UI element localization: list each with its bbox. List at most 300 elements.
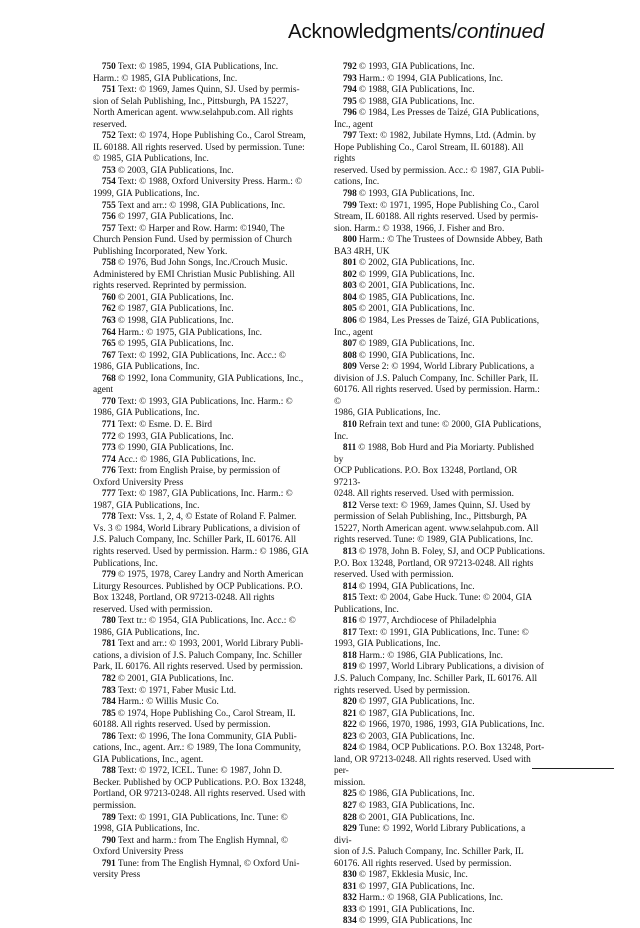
entry-text: © 2002, GIA Publications, Inc. xyxy=(358,258,475,269)
acknowledgment-entry xyxy=(93,616,319,639)
entry-text: 60176. All rights reserved. Used by permission. xyxy=(334,858,512,869)
acknowledgment-entry xyxy=(93,432,319,444)
entry-text: 1993, GIA Publications, Inc. xyxy=(334,639,441,650)
entry-number: 830 xyxy=(342,870,357,881)
entry-number: 824 xyxy=(342,743,357,754)
entry-number: 823 xyxy=(342,731,357,742)
entry-number: 832 xyxy=(342,893,357,904)
entry-number: 798 xyxy=(342,189,357,200)
entry-text: Text: Vss. 1, 2, 4, © Estate of Roland F. Palmer. xyxy=(117,512,297,523)
entry-text: © 1987, GIA Publications, Inc. xyxy=(117,304,234,315)
entry-text: land, OR 97213-0248. All rights reserved. Used with per- xyxy=(334,754,531,777)
acknowledgment-entry xyxy=(93,570,319,616)
entry-text: Liturgy Resources. Published by OCP Publications. P.O. xyxy=(93,581,303,592)
entry-first-line xyxy=(334,74,545,86)
entry-text: Text: © 1996, The Iona Community, GIA Publi- xyxy=(117,731,297,742)
entry-text: Harm.: © 1985, GIA Publications, Inc. xyxy=(93,73,238,84)
entry-line xyxy=(334,535,545,547)
entry-text: reserved. xyxy=(93,119,127,130)
entry-number: 815 xyxy=(342,593,357,604)
entry-text: © 1985, GIA Publications, Inc. xyxy=(93,154,209,165)
entry-first-line xyxy=(334,905,545,917)
entry-first-line xyxy=(334,743,545,755)
entry-first-line xyxy=(93,339,319,351)
entry-first-line xyxy=(334,420,545,432)
entry-text: versity Press xyxy=(93,870,141,881)
entry-first-line xyxy=(93,212,319,224)
entry-number: 821 xyxy=(342,708,357,719)
entry-text: © 1998, GIA Publications, Inc. xyxy=(117,316,234,327)
entry-text: Text: © 1988, Oxford University Press. Harm.: © xyxy=(117,177,303,188)
entry-text: Harm.: © 1994, GIA Publications, Inc. xyxy=(358,73,503,84)
acknowledgment-entry xyxy=(93,177,319,200)
entry-text: mission. xyxy=(334,777,366,788)
entry-number: 751 xyxy=(101,85,116,96)
acknowledgment-entry xyxy=(93,62,319,85)
entry-text: OCP Publications. P.O. Box 13248, Portland, OR 97213- xyxy=(334,466,518,488)
entry-first-line xyxy=(93,732,319,744)
entry-number: 778 xyxy=(101,512,116,523)
entry-text: Becker. Published by OCP Publications. P.O. Box 13248, xyxy=(93,777,306,788)
entry-text: Vs. 3 © 1984, World Library Publications, a division of xyxy=(93,523,301,534)
entry-text: North American agent. www.selahpub.com. All rights xyxy=(93,108,294,119)
entry-first-line xyxy=(93,432,319,444)
acknowledgment-entry xyxy=(93,304,319,316)
entry-number: 806 xyxy=(342,316,357,327)
entry-number: 784 xyxy=(101,697,116,708)
entry-first-line xyxy=(93,813,319,825)
acknowledgment-entry xyxy=(334,362,545,420)
entry-number: 796 xyxy=(342,108,357,119)
entry-line xyxy=(93,247,319,259)
acknowledgment-entry xyxy=(334,85,545,97)
entry-text: 15227, North American agent. www.selahpub.com. All xyxy=(334,523,539,534)
page-title-main: Acknowledgments/ xyxy=(288,20,457,43)
entry-line xyxy=(334,166,545,178)
entry-first-line xyxy=(93,570,319,582)
acknowledgment-entry xyxy=(93,420,319,432)
acknowledgment-entry xyxy=(334,281,545,293)
entry-text: © 1983, GIA Publications, Inc. xyxy=(358,801,475,811)
entry-first-line xyxy=(334,97,545,109)
entry-first-line xyxy=(334,813,545,825)
entry-number: 763 xyxy=(101,316,116,327)
entry-number: 802 xyxy=(342,269,357,280)
entry-text: Text: © Harper and Row. Harm: ©1940, The xyxy=(117,223,285,234)
entry-number: 822 xyxy=(342,720,357,731)
entry-text: Text and harm.: from The English Hymnal, © xyxy=(117,835,289,846)
entry-first-line xyxy=(93,443,319,455)
entry-number: 764 xyxy=(101,327,116,338)
entry-number: 768 xyxy=(101,373,116,384)
entry-first-line xyxy=(93,697,319,709)
entry-text: Acc.: © 1986, GIA Publications, Inc. xyxy=(117,454,256,465)
acknowledgment-entry xyxy=(334,189,545,201)
acknowledgment-entry xyxy=(334,547,545,582)
acknowledgment-entry xyxy=(334,662,545,697)
entry-text: © 1990, GIA Publications, Inc. xyxy=(358,350,475,361)
acknowledgment-entry xyxy=(93,316,319,328)
acknowledgment-entry xyxy=(93,328,319,340)
acknowledgment-entry xyxy=(334,743,545,789)
entry-line xyxy=(93,628,319,640)
entry-number: 774 xyxy=(101,454,116,465)
entry-first-line xyxy=(334,651,545,663)
entry-number: 785 xyxy=(101,708,116,719)
entry-text: sion. Harm.: © 1938, 1966, J. Fisher and Bro. xyxy=(334,223,505,234)
entry-text: J.S. Paluch Company, Inc. Schiller Park, IL 60176. All xyxy=(93,535,297,546)
entry-first-line xyxy=(93,201,319,213)
acknowledgment-entry xyxy=(93,293,319,305)
entry-line xyxy=(93,108,319,120)
entry-number: 818 xyxy=(342,650,357,661)
acknowledgment-entry xyxy=(93,709,319,732)
entry-line xyxy=(334,674,545,686)
entry-number: 801 xyxy=(342,258,357,269)
entry-number: 809 xyxy=(342,362,357,373)
entry-first-line xyxy=(334,882,545,894)
entry-first-line xyxy=(334,362,545,374)
entry-number: 786 xyxy=(101,731,116,742)
entry-text: Stream, IL 60188. All rights reserved. Used by permis- xyxy=(334,212,539,223)
entry-text: © 1966, 1970, 1986, 1993, GIA Publications, Inc. xyxy=(358,720,545,731)
entry-first-line xyxy=(93,62,319,74)
entry-line xyxy=(334,778,545,790)
entry-text: reserved. Used with permission. xyxy=(93,604,213,615)
entry-line xyxy=(93,847,319,859)
entry-number: 770 xyxy=(101,396,116,407)
acknowledgment-entry xyxy=(93,201,319,213)
entry-line xyxy=(93,559,319,571)
entry-number: 776 xyxy=(101,466,116,477)
entry-number: 772 xyxy=(101,431,116,442)
entry-text: Text: © Esme. D. E. Bird xyxy=(117,419,213,430)
entry-first-line xyxy=(334,789,545,801)
entry-first-line xyxy=(334,732,545,744)
entry-text: © 1993, GIA Publications, Inc. xyxy=(358,189,475,200)
entry-line xyxy=(93,362,319,374)
entry-text: © 1993, GIA Publications, Inc. xyxy=(358,62,475,72)
entry-number: 790 xyxy=(101,835,116,846)
acknowledgment-entry xyxy=(334,131,545,189)
acknowledgment-entry xyxy=(334,709,545,721)
entry-first-line xyxy=(93,85,319,97)
entry-first-line xyxy=(334,131,545,143)
entry-number: 828 xyxy=(342,812,357,823)
entry-number: 816 xyxy=(342,616,357,627)
entry-text: © 1987, GIA Publications, Inc. xyxy=(358,708,475,719)
acknowledgment-entry xyxy=(93,166,319,178)
entry-line xyxy=(93,870,319,882)
entry-text: © 1991, GIA Publications, Inc. xyxy=(358,904,475,915)
acknowledgment-entry xyxy=(334,304,545,316)
entry-text: 60176. All rights reserved. Used by permission. Harm.: © xyxy=(334,385,540,407)
acknowledgment-entry xyxy=(334,616,545,628)
entry-number: 752 xyxy=(101,131,116,142)
entry-text: Tune: © 1992, World Library Publications, a divi- xyxy=(334,824,526,846)
entry-first-line xyxy=(93,316,319,328)
entry-first-line xyxy=(93,177,319,189)
entry-first-line xyxy=(93,512,319,524)
entry-first-line xyxy=(334,62,545,74)
acknowledgment-entry xyxy=(93,674,319,686)
entry-first-line xyxy=(93,489,319,501)
entry-number: 813 xyxy=(342,546,357,557)
acknowledgment-entry xyxy=(334,628,545,651)
entry-text: permission. xyxy=(93,801,137,811)
entry-line xyxy=(93,582,319,594)
entry-text: © 1997, World Library Publications, a division of xyxy=(358,662,544,673)
entry-number: 750 xyxy=(101,62,116,72)
entry-text: Hope Publishing Co., Carol Stream, IL 60188). All rights xyxy=(334,142,524,165)
entry-line xyxy=(334,559,545,571)
entry-text: cations, Inc. xyxy=(334,177,380,188)
entry-line xyxy=(93,281,319,293)
entry-number: 794 xyxy=(342,85,357,96)
entry-first-line xyxy=(334,258,545,270)
entry-text: © 2001, GIA Publications, Inc. xyxy=(117,292,234,303)
entry-first-line xyxy=(334,547,545,559)
entry-text: Text: © 1992, GIA Publications, Inc. Acc.: © xyxy=(117,350,286,361)
entry-text: J.S. Paluch Company, Inc. Schiller Park, IL 60176. All xyxy=(334,673,538,684)
entry-text: GIA Publications, Inc., agent. xyxy=(93,754,204,765)
acknowledgment-entry xyxy=(93,397,319,420)
entry-text: © 2001, GIA Publications, Inc. xyxy=(358,812,475,823)
entry-text: Administered by EMI Christian Music Publishing. All xyxy=(93,269,295,280)
acknowledgment-entry xyxy=(334,651,545,663)
entry-line xyxy=(334,212,545,224)
entry-line xyxy=(93,501,319,513)
entry-first-line xyxy=(334,189,545,201)
entry-text: © 1999, GIA Publications, Inc. xyxy=(358,269,475,280)
acknowledgment-entry xyxy=(93,212,319,224)
entry-number: 783 xyxy=(101,685,116,696)
entry-first-line xyxy=(334,916,545,928)
entry-number: 827 xyxy=(342,801,357,811)
entry-text: cations, Inc., agent. Arr.: © 1989, The Iona Community, xyxy=(93,743,301,754)
entry-number: 791 xyxy=(101,858,116,869)
acknowledgment-entry xyxy=(334,824,545,870)
entry-text: © 1985, GIA Publications, Inc. xyxy=(358,292,475,303)
entry-text: © 1990, GIA Publications, Inc. xyxy=(117,443,234,454)
entry-line xyxy=(93,189,319,201)
entry-first-line xyxy=(334,870,545,882)
acknowledgment-entry xyxy=(334,813,545,825)
acknowledgment-entry xyxy=(93,339,319,351)
entry-number: 795 xyxy=(342,96,357,107)
acknowledgment-entry xyxy=(93,466,319,489)
entry-number: 760 xyxy=(101,292,116,303)
entry-text: © 1997, GIA Publications, Inc. xyxy=(358,881,475,892)
entry-line xyxy=(334,755,545,778)
entry-number: 797 xyxy=(342,131,357,142)
entry-first-line xyxy=(93,859,319,871)
entry-number: 817 xyxy=(342,627,357,638)
entry-first-line xyxy=(334,801,545,813)
entry-number: 779 xyxy=(101,570,116,581)
entry-text: © 1984, Les Presses de Taizé, GIA Publications, xyxy=(358,108,540,119)
entry-text: reserved. Used by permission. Acc.: © 1987, GIA Publi- xyxy=(334,165,545,176)
entry-first-line xyxy=(334,293,545,305)
acknowledgment-entry xyxy=(334,882,545,894)
acknowledgment-entry xyxy=(334,74,545,86)
entry-first-line xyxy=(93,674,319,686)
acknowledgment-entry xyxy=(93,639,319,674)
entry-number: 803 xyxy=(342,281,357,292)
entry-first-line xyxy=(334,709,545,721)
entry-number: 820 xyxy=(342,697,357,708)
entry-text: Oxford University Press xyxy=(93,477,184,488)
entry-text: Publications, Inc. xyxy=(334,604,399,615)
entry-first-line xyxy=(93,455,319,467)
entry-line xyxy=(334,177,545,189)
entry-text: © 1992, Iona Community, GIA Publications, Inc., xyxy=(117,373,304,384)
entry-text: Text: © 1985, 1994, GIA Publications, Inc. xyxy=(117,62,279,72)
entry-text: © 2001, GIA Publications, Inc. xyxy=(117,673,234,684)
entry-text: Church Pension Fund. Used by permission of Church xyxy=(93,235,292,246)
entry-line xyxy=(93,154,319,166)
entry-line xyxy=(334,639,545,651)
entry-line xyxy=(93,605,319,617)
entry-number: 829 xyxy=(342,824,357,835)
entry-line xyxy=(334,847,545,859)
entry-text: © 1999, GIA Publications, Inc xyxy=(358,916,473,927)
entry-number: 755 xyxy=(101,200,116,211)
entry-text: © 1987, Ekklesia Music, Inc. xyxy=(358,870,468,881)
entry-line xyxy=(334,120,545,132)
acknowledgment-entry xyxy=(93,443,319,455)
entry-line xyxy=(334,374,545,386)
entry-first-line xyxy=(93,836,319,848)
acknowledgment-entry xyxy=(334,501,545,547)
entry-text: © 1994, GIA Publications, Inc. xyxy=(358,581,475,592)
entry-line xyxy=(334,524,545,536)
entry-number: 773 xyxy=(101,443,116,454)
entry-text: Text: © 1969, James Quinn, SJ. Used by permis- xyxy=(117,85,300,96)
entry-first-line xyxy=(93,709,319,721)
entry-text: © 1997, GIA Publications, Inc. xyxy=(117,212,234,223)
acknowledgment-entry xyxy=(93,85,319,131)
entry-text: Text: © 1991, GIA Publications, Inc. Tune: © xyxy=(117,812,288,823)
entry-text: Inc., agent xyxy=(334,327,373,338)
entry-text: P.O. Box 13248, Portland, OR 97213-0248. All rights xyxy=(334,558,534,569)
entry-text: © 1989, GIA Publications, Inc. xyxy=(358,339,475,350)
entry-text: © 1984, OCP Publications. P.O. Box 13248, Port- xyxy=(358,743,545,754)
acknowledgment-entry xyxy=(93,374,319,397)
acknowledgment-entry xyxy=(93,489,319,512)
entry-text: 0248. All rights reserved. Used with permission. xyxy=(334,489,514,500)
entry-line xyxy=(93,824,319,836)
entry-number: 811 xyxy=(342,443,357,454)
acknowledgment-entry xyxy=(334,351,545,363)
entry-text: Harm.: © 1968, GIA Publications, Inc. xyxy=(358,893,503,904)
entry-text: BA3 4RH, UK xyxy=(334,246,390,257)
entry-text: Verse 2: © 1994, World Library Publications, a xyxy=(358,362,535,373)
entry-first-line xyxy=(334,662,545,674)
entry-line xyxy=(93,593,319,605)
entry-first-line xyxy=(334,339,545,351)
entry-number: 810 xyxy=(342,419,357,430)
footer-rule xyxy=(532,768,614,769)
page-title-continued: continued xyxy=(456,20,544,43)
entry-text: 1987, GIA Publications, Inc. xyxy=(93,500,200,511)
acknowledgment-entry xyxy=(93,813,319,836)
entry-text: © 1988, Bob Hurd and Pia Moriarty. Published by xyxy=(334,443,534,465)
acknowledgment-entry xyxy=(334,443,545,501)
entry-text: Inc. xyxy=(334,431,349,442)
entry-text: 60188. All rights reserved. Used by permission. xyxy=(93,720,271,731)
entry-text: Text: © 1971, 1995, Hope Publishing Co., Carol xyxy=(358,200,540,211)
acknowledgment-entry xyxy=(334,108,545,131)
entry-number: 831 xyxy=(342,881,357,892)
entry-text: agent xyxy=(93,385,114,396)
entry-text: © 1976, Bud John Songs, Inc./Crouch Music. xyxy=(117,258,288,269)
entry-text: © 1977, Archdiocese of Philadelphia xyxy=(358,616,497,627)
entry-text: sion of J.S. Paluch Company, Inc. Schiller Park, IL xyxy=(334,847,524,858)
entry-number: 799 xyxy=(342,200,357,211)
acknowledgment-entry xyxy=(93,455,319,467)
entry-text: Text: © 1993, GIA Publications, Inc. Harm.: © xyxy=(117,396,293,407)
entry-first-line xyxy=(93,258,319,270)
entry-text: © 2003, GIA Publications, Inc. xyxy=(358,731,475,742)
entry-number: 777 xyxy=(101,489,116,500)
entry-text: © 2001, GIA Publications, Inc. xyxy=(358,281,475,292)
entry-text: Box 13248, Portland, OR 97213-0248. All rights xyxy=(93,593,275,604)
acknowledgment-entry xyxy=(334,720,545,732)
entry-text: division of J.S. Paluch Company, Inc. Schiller Park, IL xyxy=(334,373,539,384)
entry-text: Text: © 1971, Faber Music Ltd. xyxy=(117,685,237,696)
entry-number: 792 xyxy=(342,62,357,72)
entry-line xyxy=(334,686,545,698)
acknowledgment-entry xyxy=(334,420,545,443)
entry-number: 758 xyxy=(101,258,116,269)
entry-number: 834 xyxy=(342,916,357,927)
entry-text: Oxford University Press xyxy=(93,847,184,858)
entry-line xyxy=(93,778,319,790)
entry-line xyxy=(93,143,319,155)
entry-line xyxy=(334,489,545,501)
entry-text: © 1997, GIA Publications, Inc. xyxy=(358,697,475,708)
entry-first-line xyxy=(334,697,545,709)
entry-first-line xyxy=(93,397,319,409)
entry-line xyxy=(93,801,319,813)
acknowledgment-entry xyxy=(93,258,319,293)
entry-text: Text: © 1991, GIA Publications, Inc. Tune: © xyxy=(358,627,529,638)
entry-number: 762 xyxy=(101,304,116,315)
entry-first-line xyxy=(334,582,545,594)
entry-first-line xyxy=(334,281,545,293)
acknowledgment-entry xyxy=(334,697,545,709)
acknowledgment-entry xyxy=(334,801,545,813)
acknowledgment-entry xyxy=(334,870,545,882)
entry-text: 1998, GIA Publications, Inc. xyxy=(93,824,200,835)
entry-first-line xyxy=(334,235,545,247)
acknowledgment-entry xyxy=(334,732,545,744)
acknowledgment-entry xyxy=(334,789,545,801)
entry-first-line xyxy=(93,374,319,386)
acknowledgment-entry xyxy=(93,836,319,859)
entry-number: 793 xyxy=(342,73,357,84)
acknowledgment-entry xyxy=(334,916,545,928)
entry-text: Text: from English Praise, by permission of xyxy=(117,466,281,477)
entry-line xyxy=(93,97,319,109)
entry-first-line xyxy=(334,270,545,282)
entry-line xyxy=(334,512,545,524)
entry-text: Verse text: © 1969, James Quinn, SJ. Used by xyxy=(358,500,531,511)
acknowledgment-entry xyxy=(334,582,545,594)
entry-line xyxy=(93,789,319,801)
entry-text: Text: © 2004, Gabe Huck. Tune: © 2004, GIA xyxy=(358,593,533,604)
